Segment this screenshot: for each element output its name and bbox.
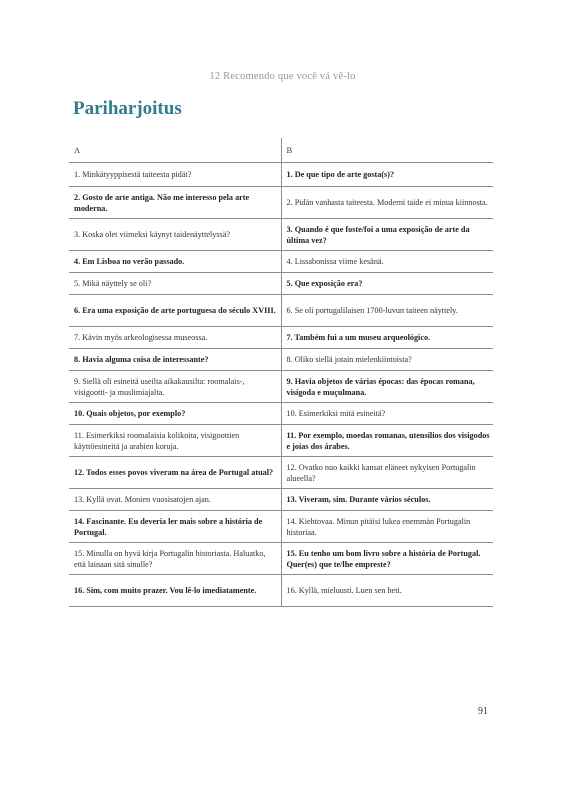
cell-b: 4. Lissabonissa viime kesänä. — [281, 251, 493, 273]
table-row — [69, 511, 493, 543]
cell-a: 11. Esimerkiksi roomalaisia kolikoita, visigoottien käyttöesineitä ja arabien koruja. — [69, 425, 281, 457]
table-row — [69, 371, 493, 403]
cell-a: 15. Minulla on hyvä kirja Portugalin historiasta. Haluatko, että lainaan sitä sinulle? — [69, 543, 281, 575]
table-row — [69, 349, 493, 371]
table-row — [69, 219, 493, 251]
cell-a: 7. Kävin myös arkeologisessa museossa. — [69, 327, 281, 349]
cell-b: 16. Kyllä, mieluusti. Luen sen heti. — [281, 575, 493, 607]
table-row — [69, 489, 493, 511]
table-row — [69, 163, 493, 187]
table-row — [69, 251, 493, 273]
cell-b: 13. Viveram, sim. Durante vários séculos. — [281, 489, 493, 511]
cell-b: 9. Havia objetos de várias épocas: das épocas romana, visigoda e muçulmana. — [281, 371, 493, 403]
cell-b: 3. Quando é que foste/foi a uma exposição de arte da última vez? — [281, 219, 493, 251]
cell-a: 2. Gosto de arte antiga. Não me interesso pela arte moderna. — [69, 187, 281, 219]
table-header-row — [69, 138, 493, 163]
cell-b: 14. Kiehtovaa. Minun pitäisi lukea enemmän Portugalin historiaa. — [281, 511, 493, 543]
cell-b: 15. Eu tenho um bom livro sobre a história de Portugal. Quer(es) que te/lhe empreste? — [281, 543, 493, 575]
cell-a: 6. Era uma exposição de arte portuguesa do século XVIII. — [69, 295, 281, 327]
table-row — [69, 457, 493, 489]
cell-b: 8. Oliko siellä jotain mielenkiintoista? — [281, 349, 493, 371]
cell-a: 1. Minkätyyppisestä taiteesta pidät? — [69, 163, 281, 187]
cell-a: 16. Sim, com muito prazer. Vou lê-lo imediatamente. — [69, 575, 281, 607]
cell-b: 5. Que exposição era? — [281, 273, 493, 295]
cell-a: 9. Siellä oli esineitä useilta aikakausilta: roomalais-, visigootti- ja muslimiajalta. — [69, 371, 281, 403]
cell-b: 11. Por exemplo, moedas romanas, utensílios dos visigodos e joias dos árabes. — [281, 425, 493, 457]
table-row — [69, 543, 493, 575]
section-title: Pariharjoitus — [73, 98, 182, 119]
cell-b: 6. Se oli portugalilaisen 1700-luvun taiteen näyttely. — [281, 295, 493, 327]
table-row — [69, 327, 493, 349]
cell-a: 5. Mikä näyttely se oli? — [69, 273, 281, 295]
cell-b: 7. Também fui a um museu arqueológico. — [281, 327, 493, 349]
page-number: 91 — [478, 706, 488, 717]
cell-a: 3. Koska olet viimeksi käynyt taidenäyttelyssä? — [69, 219, 281, 251]
cell-b: 2. Pidän vanhasta taiteesta. Moderni taide ei minua kiinnosta. — [281, 187, 493, 219]
exercise-table — [69, 138, 493, 607]
cell-b: 1. De que tipo de arte gosta(s)? — [281, 163, 493, 187]
column-header-a: A — [74, 144, 81, 155]
table-row — [69, 425, 493, 457]
cell-a: 14. Fascinante. Eu deveria ler mais sobre a história de Portugal. — [69, 511, 281, 543]
cell-a: 10. Quais objetos, por exemplo? — [69, 403, 281, 425]
table-row — [69, 187, 493, 219]
cell-b: 10. Esimerkiksi mitä esineitä? — [281, 403, 493, 425]
cell-a: 13. Kyllä ovat. Monien vuosisatojen ajan. — [69, 489, 281, 511]
cell-a: 12. Todos esses povos viveram na área de Portugal atual? — [69, 457, 281, 489]
table-row — [69, 273, 493, 295]
table-row — [69, 295, 493, 327]
cell-a: 8. Havia alguma coisa de interessante? — [69, 349, 281, 371]
cell-b: 12. Ovatko nuo kaikki kansat eläneet nykyisen Portugalin alueella? — [281, 457, 493, 489]
column-header-b: B — [281, 138, 493, 163]
cell-a: 4. Em Lisboa no verão passado. — [69, 251, 281, 273]
chapter-header: 12 Recomendo que você vá vê-lo — [209, 71, 356, 82]
table-row — [69, 403, 493, 425]
table-row — [69, 575, 493, 607]
